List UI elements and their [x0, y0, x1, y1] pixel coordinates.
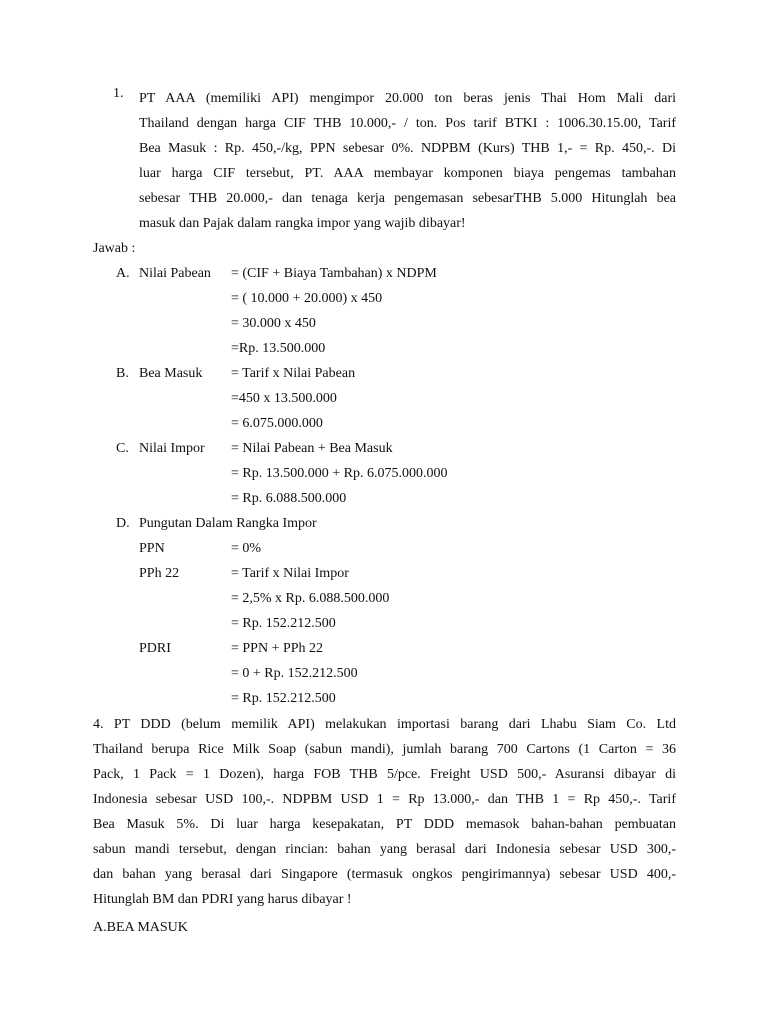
answer-c-row — [116, 486, 676, 511]
answer-a-expr: =Rp. 13.500.000 — [231, 341, 326, 356]
answer-a-row — [116, 336, 676, 361]
answer-d-row — [116, 511, 676, 536]
answer-a-label: Nilai Pabean — [139, 266, 211, 281]
answer-d-ppn-row — [116, 536, 676, 561]
answer-b-row — [116, 386, 676, 411]
answer-d-pph-expr: = 2,5% x Rp. 6.088.500.000 — [231, 591, 390, 606]
answer-d-pdri-expr: = PPN + PPh 22 — [231, 641, 324, 656]
answer-c-letter: C. — [116, 441, 129, 456]
answer-a-expr: = 30.000 x 450 — [231, 316, 316, 331]
question-1-text — [139, 86, 676, 236]
question-4 — [93, 712, 676, 912]
question-4-line: dan bahan yang berasal dari Singapore (termasuk ongkos pengirimannya) sebesar USD 400,- — [93, 867, 676, 882]
question-1-number: 1. — [113, 86, 124, 101]
answer-c-expr: = Rp. 13.500.000 + Rp. 6.075.000.000 — [231, 466, 448, 481]
answer-d-pph-expr: = Tarif x Nilai Impor — [231, 566, 349, 581]
answer-b-expr: =450 x 13.500.000 — [231, 391, 337, 406]
answer-a-letter: A. — [116, 266, 130, 281]
answer-d-pph-row — [116, 586, 676, 611]
answer-d-pph-expr: = Rp. 152.212.500 — [231, 616, 336, 631]
answer-d-letter: D. — [116, 516, 130, 531]
question-4-line: Bea Masuk 5%. Di luar harga kesepakatan, PT DDD memasok bahan-bahan pembuatan — [93, 817, 676, 832]
answer-d-pph-label: PPh 22 — [139, 566, 180, 581]
answer-c-row — [116, 436, 676, 461]
answer-c-expr: = Nilai Pabean + Bea Masuk — [231, 441, 393, 456]
answer-c-expr: = Rp. 6.088.500.000 — [231, 491, 347, 506]
answer-a-row — [116, 261, 676, 286]
answer-d-pph-row — [116, 561, 676, 586]
answer-d-pph-row — [116, 611, 676, 636]
question-1-line: luar harga CIF tersebut, PT. AAA membayar komponen biaya pengemas tambahan — [139, 166, 676, 181]
question-1-line: Bea Masuk : Rp. 450,-/kg, PPN sebesar 0%. NDPBM (Kurs) THB 1,- = Rp. 450,-. Di — [139, 141, 676, 156]
answer-a-expr: = (CIF + Biaya Tambahan) x NDPM — [231, 266, 437, 281]
question-4-line: sabun mandi tersebut, dengan rincian: bahan yang berasal dari Indonesia sebesar USD 300,- — [93, 842, 676, 857]
answer-d-pdri-row — [116, 661, 676, 686]
answer-d-pdri-expr: = 0 + Rp. 152.212.500 — [231, 666, 358, 681]
answer-a-row — [116, 311, 676, 336]
sub-heading: A.BEA MASUK — [93, 920, 188, 935]
question-4-line: 4. PT DDD (belum memilik API) melakukan importasi barang dari Lhabu Siam Co. Ltd — [93, 717, 676, 732]
answer-d-pdri-label: PDRI — [139, 641, 171, 656]
answer-d-ppn-expr: = 0% — [231, 541, 262, 556]
answer-b-expr: = Tarif x Nilai Pabean — [231, 366, 356, 381]
question-1-line: PT AAA (memiliki API) mengimpor 20.000 ton beras jenis Thai Hom Mali dari — [139, 91, 676, 106]
question-4-line: Hitunglah BM dan PDRI yang harus dibayar ! — [93, 892, 352, 907]
question-1-line: sebesar THB 20.000,- dan tenaga kerja pengemasan sebesarTHB 5.000 Hitunglah bea — [139, 191, 676, 206]
answer-a-expr: = ( 10.000 + 20.000) x 450 — [231, 291, 383, 306]
answer-d-ppn-label: PPN — [139, 541, 165, 556]
answer-c-label: Nilai Impor — [139, 441, 205, 456]
question-4-line: Thailand berupa Rice Milk Soap (sabun mandi), jumlah barang 700 Cartons (1 Carton = 36 — [93, 742, 676, 757]
answer-b-row — [116, 411, 676, 436]
answer-label: Jawab : — [93, 241, 136, 256]
answer-b-row — [116, 361, 676, 386]
answer-d-title: Pungutan Dalam Rangka Impor — [139, 516, 317, 531]
answer-list — [116, 261, 676, 711]
answer-d-pdri-expr: = Rp. 152.212.500 — [231, 691, 336, 706]
answer-d-pdri-row — [116, 636, 676, 661]
question-1 — [113, 86, 676, 236]
question-4-line: Pack, 1 Pack = 1 Dozen), harga FOB THB 5/pce. Freight USD 500,- Asuransi dibayar di — [93, 767, 676, 782]
answer-b-expr: = 6.075.000.000 — [231, 416, 323, 431]
answer-a-row — [116, 286, 676, 311]
question-4-line: Indonesia sebesar USD 100,-. NDPBM USD 1 = Rp 13.000,- dan THB 1 = Rp 450,-. Tarif — [93, 792, 676, 807]
answer-d-pdri-row — [116, 686, 676, 711]
answer-b-letter: B. — [116, 366, 129, 381]
answer-b-label: Bea Masuk — [139, 366, 203, 381]
answer-c-row — [116, 461, 676, 486]
question-1-line: masuk dan Pajak dalam rangka impor yang wajib dibayar! — [139, 216, 466, 231]
question-1-line: Thailand dengan harga CIF THB 10.000,- / ton. Pos tarif BTKI : 1006.30.15.00, Tarif — [139, 116, 676, 131]
